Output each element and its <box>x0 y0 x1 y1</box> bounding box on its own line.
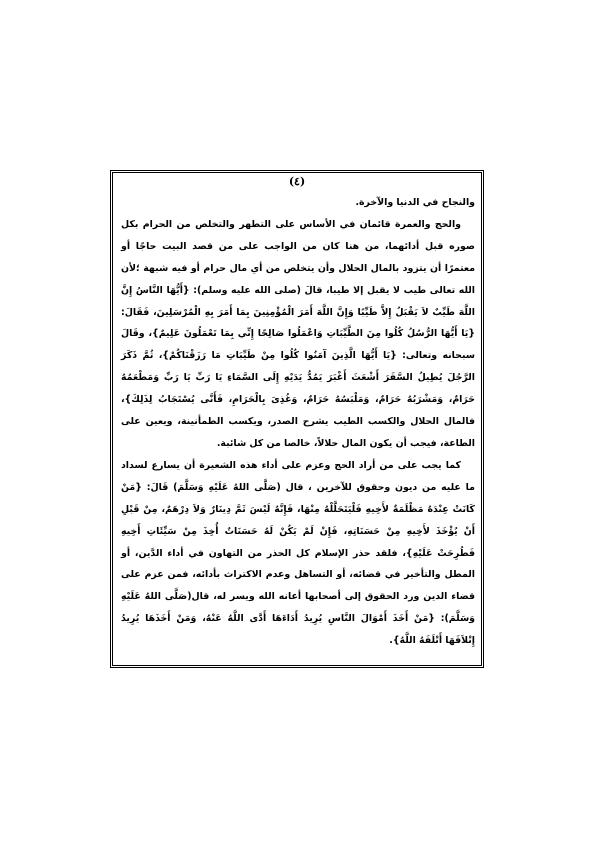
paragraph-halal-wealth: والحج والعمرة قائمان في الأساس على التطهر والتخلص من الحرام بكل صوره قبل أدائهما، من هنا كان من الواجب على من قصد البيت حاجًا أو معتمرًا أن يتزود بالمال الحلال وأن يتخلص من أي مال حرام أو فيه شبهة ؛لأن الله تعالى طيب لا يقبل إلا طيبا، قالَ (صلى الله عليه وسلم): {أَيُّهَا النَّاسُ إِنَّ اللَّهَ طَيِّبٌ لاَ يَقْبَلُ إِلاَّ طَيِّبًا وَإِنَّ اللَّهَ أَمَرَ الْمُؤْمِنِينَ بِمَا أَمَرَ بِهِ الْمُرْسَلِينَ، فَقَالَ: {يَا أَيُّهَا الرُّسُلُ كُلُوا مِنَ الطَّيِّبَاتِ وَاعْمَلُوا صَالِحًا إِنِّي بِمَا تَعْمَلُونَ عَلِيمٌ}، وقَالَ سبحانه وتعالى: {يَا أَيُّهَا الَّذِينَ آمَنُوا كُلُوا مِنْ طَيِّبَاتِ مَا رَزَقْنَاكُمْ}، ثُمَّ ذَكَرَ الرَّجُلَ يُطِيلُ السَّفَرَ أَشْعَثَ أَغْبَرَ يَمُدُّ يَدَيْهِ إِلَى السَّمَاءِ يَا رَبِّ يَا رَبِّ وَمَطْعَمُهُ حَرَامٌ، وَمَشْرَبُهُ حَرَامٌ، وَمَلْبَسُهُ حَرَامٌ، وَغُذِىَ بِالْحَرَامِ، فَأَنَّى يُسْتَجَابُ لِذَلِكَ}، فالمال الحلال والكسب الطيب يشرح الصدر، ويكسب الطمأنينة، ويعين على الطاعة، فيجب أن يكون المال حلالاً، خالصا من كل شائبة. <box>121 218 475 449</box>
page-number: (٤) <box>288 175 306 188</box>
paragraph-debts: كما يجب على من أراد الحج وعزم على أداء هذه الشعيرة أن يسارع لسداد ما عليه من ديون وحقوق للآخرين ، قال (صَلَّى اللهُ عَلَيْهِ وَسَلَّمَ) قَالَ: {مَنْ كَانَتْ عِنْدَهُ مَظْلَمَةٌ لأَخِيهِ فَلْيَتَحَلَّلْهُ مِنْهَا، فَإِنَّهُ لَيْسَ ثَمَّ دِينَارٌ وَلاَ دِرْهَمٌ، مِنْ قَبْلِ أَنْ يُؤْخَذَ لأَخِيهِ مِنْ حَسَنَاتِهِ، فَإِنْ لَمْ يَكُنْ لَهُ حَسَنَاتٌ أُخِذَ مِنْ سَيِّئَاتِ أَخِيهِ فَطُرِحَتْ عَلَيْهِ}، فلقد حذر الإسلام كل الحذر من التهاون في أداء الدَّين، أو المطل والتأخير في قضائه، أو التساهل وعدم الاكتراث بأدائه، فمن عزم على قضاء الدين ورد الحقوق إلى أصحابها أعانه الله ويسر له، قال(صَلَّى اللهُ عَلَيْهِ وَسَلَّمَ): {مَنْ أَخَذَ أَمْوَالَ النَّاسِ يُرِيدُ أَدَاءَهَا أَدَّى اللَّهُ عَنْهُ، وَمَنْ أَخَذَهَا يُرِيدُ إِتْلاَفَهَا أَتْلَفَهُ اللَّهُ}. <box>121 459 475 647</box>
paragraph-opening-line: والنجاح في الدنيا والآخرة. <box>355 197 475 208</box>
page-body <box>121 192 475 652</box>
